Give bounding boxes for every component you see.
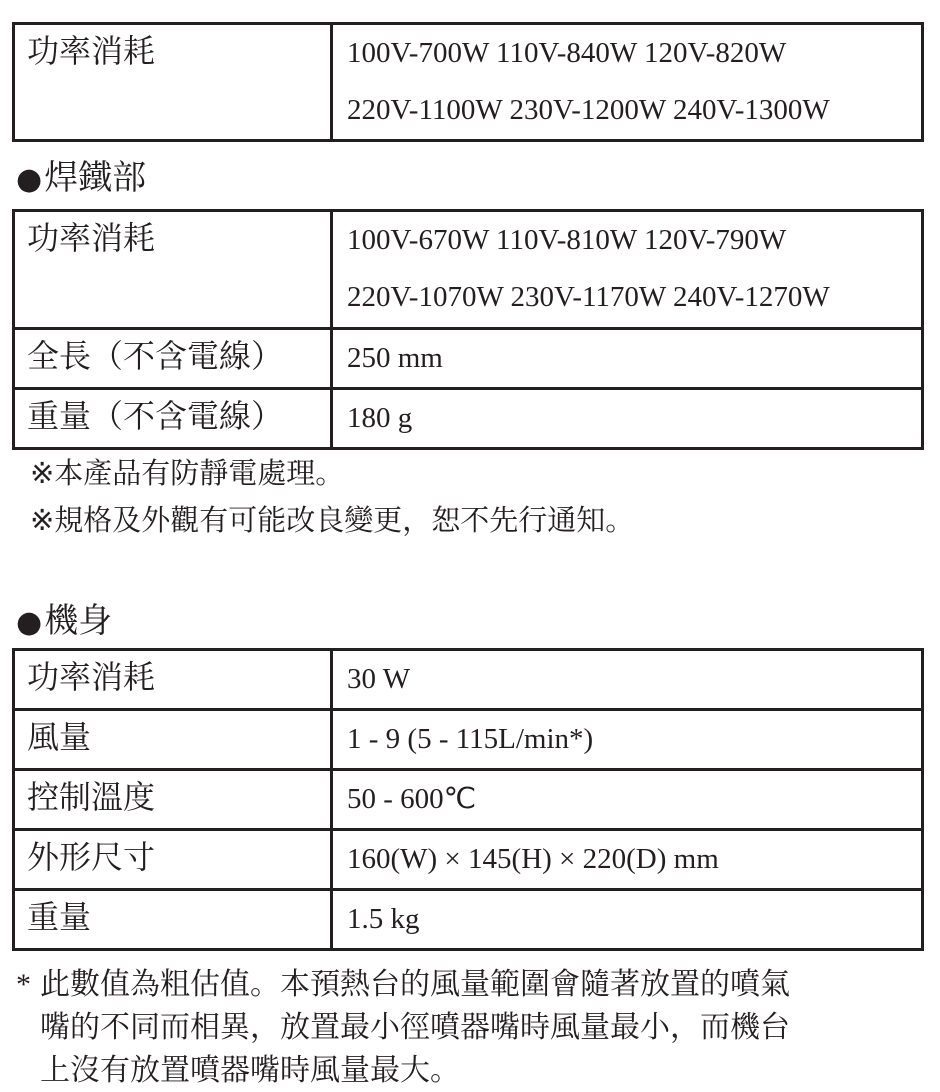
row-value: [332, 389, 923, 449]
row-value: [332, 24, 923, 141]
top-spec-table: [12, 22, 924, 142]
footnote-text: 此數值為粗估值。本預熱台的風量範圍會隨著放置的噴氣: [40, 967, 790, 1002]
row-label: 風量: [14, 710, 332, 770]
bullet-icon: ●: [16, 605, 43, 640]
row-value: [332, 650, 923, 710]
value-line: 250 mm: [347, 342, 443, 374]
value-line: 50 - 600℃: [347, 783, 477, 815]
body-spec-table: [12, 648, 924, 951]
row-label: 功率消耗: [14, 211, 332, 329]
row-value: [332, 770, 923, 830]
row-label: 重量（不含電線）: [14, 389, 332, 449]
section-title: 焊鐵部: [44, 158, 147, 198]
section-heading-body: [16, 601, 113, 641]
row-value: [332, 890, 923, 950]
row-label: 控制溫度: [14, 770, 332, 830]
value-line: 220V-1070W 230V-1170W 240V-1270W: [347, 281, 830, 313]
table-row: [14, 389, 923, 449]
value-line: 220V-1100W 230V-1200W 240V-1300W: [347, 94, 830, 126]
table-row: [14, 329, 923, 389]
table-row: [14, 24, 923, 141]
row-value: [332, 211, 923, 329]
row-label: 功率消耗: [14, 650, 332, 710]
soldering-spec-table: [12, 209, 924, 450]
value-line: 180 g: [347, 402, 413, 434]
table-row: [14, 211, 923, 329]
table-row: [14, 890, 923, 950]
footnote: [16, 963, 928, 1092]
row-label: 外形尺寸: [14, 830, 332, 890]
footnote-marker: *: [16, 968, 31, 1001]
footnote-line: 嘴的不同而相異，放置最小徑噴器嘴時風量最小，而機台: [40, 1010, 790, 1045]
footnote-line: 上沒有放置噴器嘴時風量最大。: [40, 1053, 460, 1088]
note-specs-change: ※規格及外觀有可能改良變更，恕不先行通知。: [30, 503, 635, 537]
row-value: [332, 710, 923, 770]
value-line: 30 W: [347, 663, 411, 695]
row-label: 重量: [14, 890, 332, 950]
section-title: 機身: [44, 601, 113, 641]
table-row: [14, 650, 923, 710]
table-row: [14, 830, 923, 890]
row-value: [332, 830, 923, 890]
row-label: 功率消耗: [14, 24, 332, 141]
value-line: 1.5 kg: [347, 903, 420, 935]
value-line: 100V-670W 110V-810W 120V-790W: [347, 224, 787, 256]
table-row: [14, 710, 923, 770]
footnote-line: [16, 963, 928, 1006]
value-line: 100V-700W 110V-840W 120V-820W: [347, 37, 787, 69]
table-row: [14, 770, 923, 830]
row-label: 全長（不含電線）: [14, 329, 332, 389]
row-value: [332, 329, 923, 389]
note-antistatic: ※本產品有防靜電處理。: [30, 456, 345, 490]
value-line: 1 - 9 (5 - 115L/min*): [347, 723, 594, 755]
bullet-icon: ●: [16, 162, 43, 197]
value-line: 160(W) × 145(H) × 220(D) mm: [347, 843, 719, 875]
section-heading-soldering: [16, 158, 147, 198]
